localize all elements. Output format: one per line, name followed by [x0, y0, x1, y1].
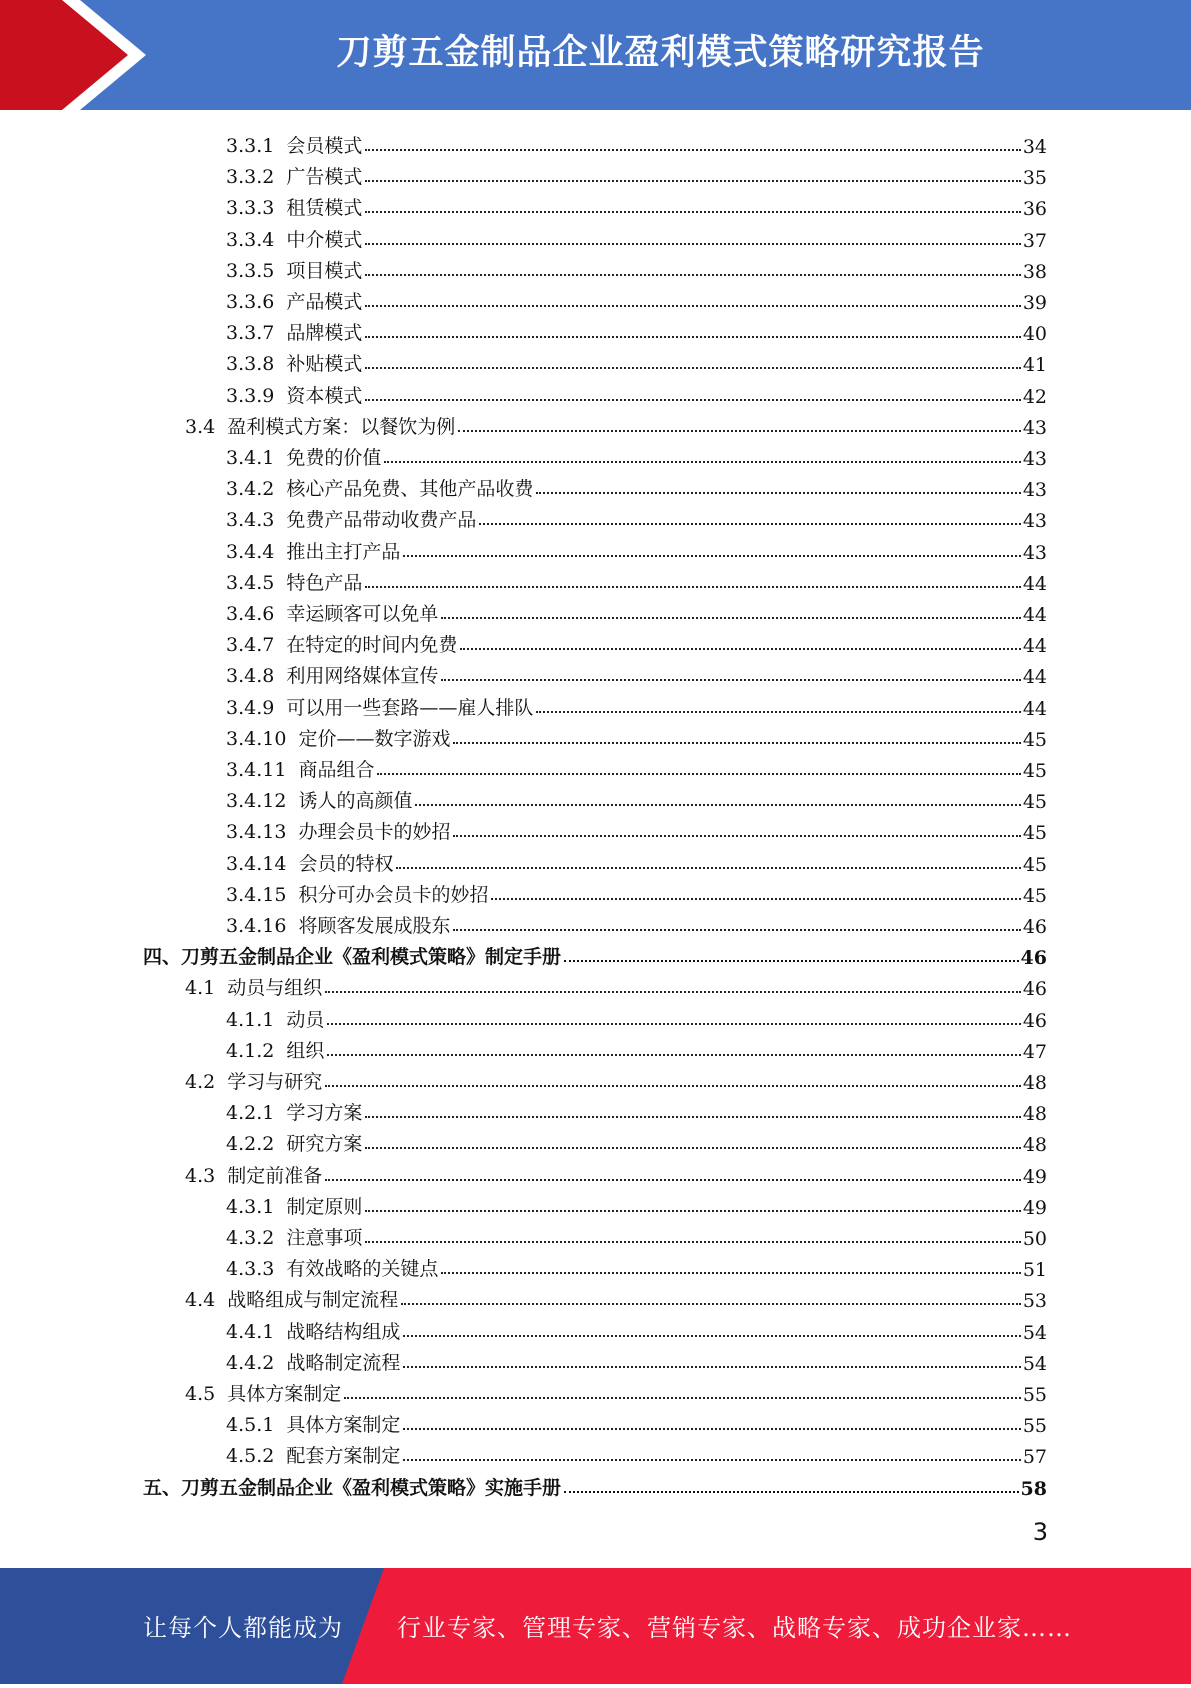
toc-entry-number: 3.3.3: [226, 197, 275, 220]
toc-entry-page: 55: [1022, 1384, 1047, 1406]
toc-entry-title: 组织: [286, 1039, 325, 1062]
toc-entry-label: [226, 1129, 365, 1156]
toc-dot-leader: [365, 148, 1020, 151]
document-title: 刀剪五金制品企业盈利模式策略研究报告: [336, 33, 985, 73]
toc-entry[interactable]: [143, 938, 1047, 969]
toc-entry-title: 推出主打产品: [286, 540, 401, 563]
toc-entry-title: 制定前准备: [227, 1164, 323, 1187]
toc-entry-page: 45: [1022, 791, 1047, 814]
toc-entry-page: 34: [1022, 136, 1047, 158]
toc-entry-number: 3.3.8: [226, 353, 275, 376]
toc-entry-number: 4.3: [185, 1164, 216, 1187]
toc-dot-leader: [441, 616, 1020, 619]
toc-entry-page: 39: [1022, 292, 1047, 314]
toc-dot-leader: [453, 928, 1020, 931]
toc-entry[interactable]: [226, 751, 1047, 782]
toc-dot-leader: [365, 304, 1020, 307]
toc-dot-leader: [403, 1458, 1020, 1461]
toc-dot-leader: [396, 866, 1020, 869]
toc-entry[interactable]: [226, 1094, 1047, 1125]
toc-entry-number: 4.4.1: [226, 1320, 275, 1343]
toc-dot-leader: [453, 741, 1020, 744]
toc-entry[interactable]: [226, 1001, 1047, 1032]
toc-dot-leader: [384, 460, 1020, 463]
toc-entry-label: [226, 162, 365, 189]
toc-entry-number: 3.3.4: [226, 228, 275, 251]
toc-dot-leader: [479, 522, 1020, 525]
toc-entry-page: 43: [1022, 510, 1047, 533]
toc-entry-number: 4.3.1: [226, 1195, 275, 1218]
toc-dot-leader: [325, 1084, 1021, 1087]
toc-entry-label: [226, 349, 365, 376]
toc-entry-number: 3.4.15: [226, 883, 287, 906]
toc-entry-label: [185, 1067, 325, 1094]
toc-dot-leader: [403, 1365, 1020, 1368]
toc-entry-title: 四、刀剪五金制品企业《盈利模式策略》制定手册: [143, 946, 562, 969]
toc-entry-number: 3.4.3: [226, 509, 275, 532]
toc-entry[interactable]: [226, 1219, 1047, 1250]
toc-entry[interactable]: [226, 595, 1047, 626]
toc-entry-title: 免费的价值: [286, 447, 382, 469]
toc-entry-title: 广告模式: [286, 166, 363, 189]
toc-entry-title: 品牌模式: [286, 322, 363, 345]
toc-entry[interactable]: [226, 1344, 1047, 1375]
toc-entry-label: [226, 1348, 403, 1375]
toc-entry-title: 学习方案: [286, 1102, 363, 1125]
toc-entry-number: 3.4.6: [226, 603, 275, 625]
toc-entry-title: 研究方案: [286, 1133, 363, 1156]
toc-entry-number: 3.3.6: [226, 291, 275, 313]
toc-entry[interactable]: [226, 564, 1047, 595]
toc-entry-label: [226, 661, 441, 688]
toc-dot-leader: [377, 772, 1020, 775]
toc-entry-page: 37: [1022, 229, 1047, 252]
toc-dot-leader: [365, 273, 1020, 276]
toc-entry[interactable]: [185, 969, 1047, 1000]
toc-entry-number: 3.4.1: [226, 447, 275, 469]
toc-entry-page: 51: [1022, 1259, 1047, 1282]
toc-entry-page: 48: [1022, 1103, 1047, 1126]
toc-entry-page: 42: [1022, 385, 1047, 408]
toc-entry-page: 48: [1022, 1134, 1047, 1157]
toc-entry[interactable]: [226, 252, 1047, 283]
toc-dot-leader: [365, 1115, 1020, 1118]
toc-entry-number: 4.3.3: [226, 1258, 275, 1281]
toc-entry[interactable]: [226, 127, 1047, 158]
toc-entry-title: 在特定的时间内免费: [286, 634, 458, 657]
toc-entry[interactable]: [226, 189, 1047, 220]
toc-dot-leader: [403, 554, 1020, 557]
toc-entry-page: 55: [1022, 1415, 1047, 1438]
toc-entry[interactable]: [185, 1281, 1047, 1312]
toc-entry-title: 诱人的高颜值: [298, 790, 413, 813]
toc-entry-label: [226, 537, 403, 564]
toc-entry-title: 中介模式: [286, 228, 363, 251]
toc-entry-label: [226, 287, 365, 314]
toc-entry-page: 48: [1022, 1072, 1047, 1094]
toc-entry[interactable]: [226, 345, 1047, 376]
toc-entry[interactable]: [226, 1313, 1047, 1344]
toc-entry-label: [226, 474, 536, 501]
toc-entry-label: [226, 1223, 365, 1250]
toc-entry-label: [226, 630, 460, 657]
toc-entry-label: [226, 256, 365, 283]
toc-entry[interactable]: [226, 907, 1047, 938]
toc-entry-label: [143, 1473, 564, 1500]
toc-entry-label: [226, 225, 365, 252]
toc-entry[interactable]: [226, 845, 1047, 876]
footer-tagline: 行业专家、管理专家、营销专家、战略专家、成功企业家……: [397, 1614, 1072, 1642]
toc-entry-number: 3.4.4: [226, 540, 275, 563]
toc-entry[interactable]: [185, 1375, 1047, 1406]
toc-entry[interactable]: [226, 782, 1047, 813]
toc-entry[interactable]: [226, 813, 1047, 844]
toc-entry[interactable]: [226, 1250, 1047, 1281]
toc-entry[interactable]: [226, 1188, 1047, 1219]
toc-entry[interactable]: [226, 689, 1047, 720]
toc-entry-label: [226, 1441, 403, 1468]
toc-dot-leader: [344, 1396, 1021, 1399]
toc-entry-title: 盈利模式方案：以餐饮为例: [227, 415, 456, 438]
toc-entry-page: 40: [1022, 323, 1047, 346]
toc-entry-label: [226, 131, 365, 158]
toc-entry-page: 46: [1022, 1009, 1047, 1032]
toc-entry-number: 3.4.11: [226, 759, 287, 781]
toc-dot-leader: [365, 398, 1020, 401]
toc-entry-title: 会员的特权: [298, 852, 394, 875]
toc-entry[interactable]: [185, 1063, 1047, 1094]
toc-entry-page: 38: [1022, 260, 1047, 283]
toc-dot-leader: [453, 834, 1020, 837]
toc-entry-page: 44: [1022, 604, 1047, 626]
toc-entry-number: 3.4.13: [226, 821, 287, 844]
toc-entry-label: [226, 1005, 327, 1032]
toc-entry-page: 46: [1022, 916, 1047, 938]
toc-dot-leader: [365, 1146, 1020, 1149]
toc-entry-number: 4.3.2: [226, 1227, 275, 1249]
toc-dot-leader: [325, 990, 1021, 993]
toc-entry-page: 49: [1022, 1165, 1047, 1188]
toc-entry-page: 43: [1022, 479, 1047, 502]
toc-entry-number: 3.4.9: [226, 696, 275, 719]
toc-entry-label: [226, 599, 441, 626]
toc-entry-title: 配套方案制定: [286, 1445, 401, 1468]
toc-entry[interactable]: [226, 221, 1047, 252]
toc-entry-number: 4.5.2: [226, 1445, 275, 1468]
toc-dot-leader: [564, 1490, 1019, 1493]
toc-entry-number: 3.4.12: [226, 790, 287, 813]
toc-entry-title: 特色产品: [286, 571, 363, 594]
toc-entry-page: 57: [1022, 1446, 1047, 1469]
toc-dot-leader: [403, 1427, 1020, 1430]
toc-entry-title: 租赁模式: [286, 197, 363, 220]
toc-entry-title: 幸运顾客可以免单: [286, 603, 439, 625]
chevron-arrow-icon: [0, 0, 160, 110]
toc-entry-title: 将顾客发展成股东: [298, 915, 451, 937]
toc-entry-title: 制定原则: [286, 1195, 363, 1218]
toc-entry-label: [226, 381, 365, 408]
toc-entry-label: [226, 1317, 403, 1344]
toc-dot-leader: [564, 959, 1019, 962]
toc-entry[interactable]: [185, 408, 1047, 439]
toc-entry-page: 36: [1022, 198, 1047, 221]
toc-entry-title: 战略组成与制定流程: [227, 1289, 399, 1312]
toc-entry-page: 50: [1022, 1228, 1047, 1250]
toc-entry-label: [226, 1098, 365, 1125]
toc-entry[interactable]: [226, 283, 1047, 314]
footer-banner: [0, 1568, 1191, 1684]
toc-dot-leader: [415, 803, 1020, 806]
toc-entry-page: 44: [1022, 697, 1047, 720]
toc-entry-label: [226, 193, 365, 220]
toc-entry-title: 核心产品免费、其他产品收费: [286, 478, 534, 501]
toc-entry-label: [226, 1192, 365, 1219]
toc-entry-title: 可以用一些套路——雇人排队: [286, 696, 534, 719]
footer-slogan: 让每个人都能成为: [143, 1614, 343, 1642]
toc-entry-title: 免费产品带动收费产品: [286, 509, 477, 532]
toc-entry-label: [226, 505, 479, 532]
toc-entry[interactable]: [226, 1406, 1047, 1437]
toc-entry-label: [226, 817, 453, 844]
toc-entry-page: 46: [1020, 947, 1047, 970]
toc-entry-number: 4.2.1: [226, 1102, 275, 1125]
toc-entry-number: 4.2.2: [226, 1133, 275, 1156]
toc-dot-leader: [441, 1271, 1020, 1274]
toc-entry-title: 补贴模式: [286, 353, 363, 376]
toc-entry[interactable]: [226, 657, 1047, 688]
toc-dot-leader: [327, 1022, 1020, 1025]
toc-entry-page: 43: [1022, 448, 1047, 470]
toc-entry-label: [226, 911, 453, 938]
toc-entry-number: 3.4.5: [226, 571, 275, 594]
toc-entry-number: 3.4: [185, 415, 216, 438]
toc-entry[interactable]: [226, 1437, 1047, 1468]
toc-dot-leader: [365, 210, 1020, 213]
toc-entry-page: 54: [1022, 1352, 1047, 1375]
toc-entry-number: 3.3.5: [226, 259, 275, 282]
toc-dot-leader: [441, 678, 1020, 681]
toc-entry-title: 积分可办会员卡的妙招: [298, 883, 489, 906]
toc-entry-title: 定价——数字游戏: [298, 727, 451, 750]
toc-entry-title: 具体方案制定: [286, 1414, 401, 1437]
toc-entry-label: [226, 318, 365, 345]
toc-entry-label: [143, 942, 564, 969]
toc-dot-leader: [365, 335, 1020, 338]
toc-entry[interactable]: [226, 876, 1047, 907]
toc-entry-number: 3.4.8: [226, 665, 275, 688]
toc-entry-number: 4.4: [185, 1289, 216, 1312]
toc-entry-label: [226, 1410, 403, 1437]
toc-entry[interactable]: [226, 470, 1047, 501]
toc-dot-leader: [365, 179, 1020, 182]
toc-dot-leader: [491, 897, 1020, 900]
toc-entry-title: 产品模式: [286, 291, 363, 313]
toc-entry[interactable]: [226, 1125, 1047, 1156]
toc-entry-number: 3.3.1: [226, 135, 275, 157]
toc-entry-number: 3.4.10: [226, 727, 287, 750]
toc-entry-title: 动员与组织: [227, 977, 323, 1000]
toc-entry-title: 项目模式: [286, 259, 363, 282]
toc-entry-number: 3.3.9: [226, 384, 275, 407]
toc-dot-leader: [365, 1209, 1020, 1212]
toc-entry-label: [226, 693, 536, 720]
header-banner: [0, 0, 1191, 110]
toc-entry-number: 3.3.7: [226, 322, 275, 345]
toc-entry-label: [226, 755, 377, 782]
toc-entry[interactable]: [226, 533, 1047, 564]
toc-entry-title: 注意事项: [286, 1227, 363, 1249]
toc-entry-title: 办理会员卡的妙招: [298, 821, 451, 844]
toc-entry-title: 战略制定流程: [286, 1351, 401, 1374]
toc-dot-leader: [458, 429, 1021, 432]
toc-entry-number: 4.4.2: [226, 1351, 275, 1374]
toc-entry-label: [226, 786, 415, 813]
toc-dot-leader: [365, 242, 1020, 245]
toc-entry-page: 54: [1022, 1321, 1047, 1344]
toc-entry-number: 3.4.16: [226, 915, 287, 937]
toc-entry[interactable]: [185, 1157, 1047, 1188]
toc-entry-page: 53: [1022, 1290, 1047, 1313]
page-number: 3: [1032, 1518, 1048, 1546]
toc-entry[interactable]: [226, 377, 1047, 408]
toc-entry-page: 44: [1022, 666, 1047, 689]
toc-entry-page: 43: [1022, 541, 1047, 564]
toc-entry-page: 44: [1022, 635, 1047, 658]
toc-dot-leader: [365, 1240, 1020, 1243]
toc-entry[interactable]: [226, 501, 1047, 532]
toc-dot-leader: [536, 491, 1020, 494]
toc-entry-page: 45: [1022, 822, 1047, 845]
toc-entry-label: [185, 412, 458, 439]
toc-entry-page: 47: [1022, 1040, 1047, 1063]
toc-dot-leader: [325, 1178, 1021, 1181]
toc-entry-label: [185, 1161, 325, 1188]
toc-entry-label: [226, 880, 491, 907]
toc-entry-page: 58: [1020, 1477, 1047, 1500]
toc-entry-number: 4.1: [185, 977, 216, 1000]
toc-entry-number: 3.4.2: [226, 478, 275, 501]
toc-entry-number: 4.1.2: [226, 1039, 275, 1062]
toc-entry-page: 46: [1022, 978, 1047, 1001]
toc-entry-title: 商品组合: [298, 759, 375, 781]
toc-entry-label: [226, 443, 384, 470]
toc-entry-title: 动员: [286, 1008, 325, 1031]
toc-entry[interactable]: [226, 720, 1047, 751]
toc-entry-title: 战略结构组成: [286, 1320, 401, 1343]
toc-entry-page: 45: [1022, 853, 1047, 876]
toc-entry-label: [185, 1379, 344, 1406]
toc-entry-title: 有效战略的关键点: [286, 1258, 439, 1281]
toc-entry-label: [226, 568, 365, 595]
toc-entry[interactable]: [226, 626, 1047, 657]
toc-entry-page: 45: [1022, 728, 1047, 751]
toc-entry-page: 45: [1022, 884, 1047, 907]
toc-entry-title: 五、刀剪五金制品企业《盈利模式策略》实施手册: [143, 1476, 562, 1499]
toc-entry[interactable]: [143, 1469, 1047, 1500]
toc-dot-leader: [403, 1334, 1020, 1337]
toc-entry-title: 会员模式: [286, 135, 363, 157]
toc-entry-title: 利用网络媒体宣传: [286, 665, 439, 688]
toc-entry[interactable]: [226, 439, 1047, 470]
toc-entry-label: [226, 1036, 327, 1063]
toc-entry-page: 41: [1022, 354, 1047, 377]
toc-entry-label: [226, 724, 453, 751]
toc-entry-page: 44: [1022, 572, 1047, 595]
toc-entry[interactable]: [226, 158, 1047, 189]
toc-dot-leader: [365, 585, 1020, 588]
toc-entry-page: 35: [1022, 167, 1047, 190]
toc-entry-number: 4.2: [185, 1071, 216, 1093]
toc-dot-leader: [536, 710, 1020, 713]
toc-entry-number: 4.5: [185, 1383, 216, 1405]
toc-dot-leader: [460, 647, 1020, 650]
toc-dot-leader: [327, 1053, 1020, 1056]
toc-entry-title: 资本模式: [286, 384, 363, 407]
toc-entry[interactable]: [226, 1032, 1047, 1063]
toc-entry[interactable]: [226, 314, 1047, 345]
toc-entry-number: 3.4.14: [226, 852, 287, 875]
toc-entry-title: 学习与研究: [227, 1071, 323, 1093]
toc-entry-page: 45: [1022, 760, 1047, 782]
toc-entry-number: 4.5.1: [226, 1414, 275, 1437]
toc-entry-label: [226, 849, 396, 876]
toc-entry-title: 具体方案制定: [227, 1383, 342, 1405]
toc-entry-label: [226, 1254, 441, 1281]
toc-entry-page: 43: [1022, 416, 1047, 439]
toc-entry-number: 3.3.2: [226, 166, 275, 189]
toc-entry-label: [185, 973, 325, 1000]
toc-entry-page: 49: [1022, 1196, 1047, 1219]
toc-entry-label: [185, 1285, 401, 1312]
toc-dot-leader: [365, 366, 1020, 369]
toc-entry-number: 4.1.1: [226, 1008, 275, 1031]
toc-dot-leader: [401, 1302, 1021, 1305]
toc-entry-number: 3.4.7: [226, 634, 275, 657]
